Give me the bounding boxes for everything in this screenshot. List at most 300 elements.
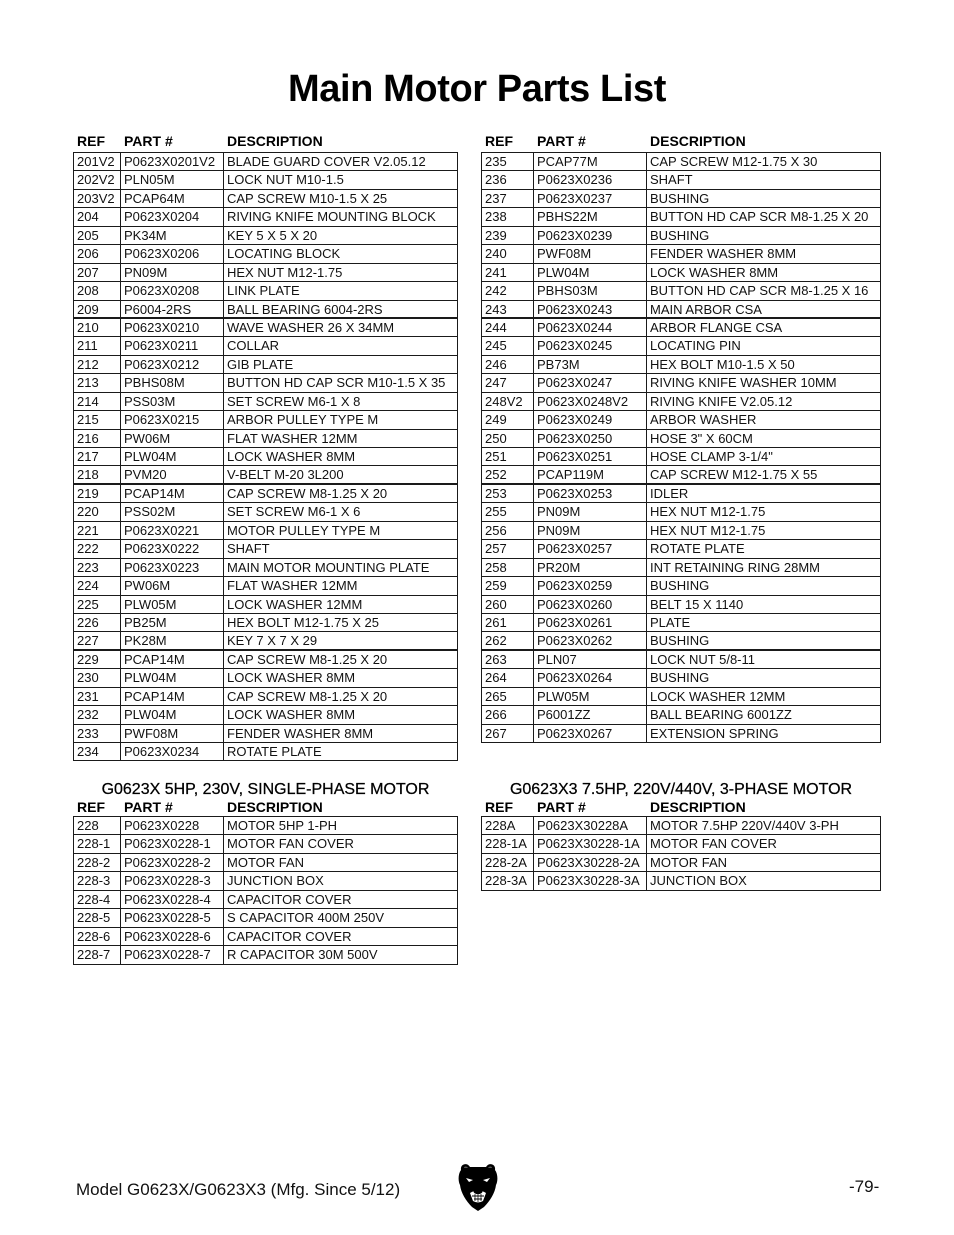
part-number-cell: PLW04M xyxy=(121,706,224,723)
description-cell: SHAFT xyxy=(650,172,693,188)
ref-cell: 220 xyxy=(74,503,121,520)
ref-cell: 232 xyxy=(74,706,121,723)
table-row xyxy=(74,688,457,706)
description-cell: SHAFT xyxy=(227,541,270,557)
ref-cell: 226 xyxy=(74,614,121,631)
table-row xyxy=(482,356,880,374)
description-cell: BELT 15 X 1140 xyxy=(650,596,744,612)
description-cell: LOCATING BLOCK xyxy=(227,246,341,262)
part-number-cell: P0623X0211 xyxy=(121,337,224,354)
section-heading-three-phase: G0623X3 7.5HP, 220V/440V, 3-PHASE MOTOR xyxy=(509,781,853,798)
part-number-cell: P0623X0247 xyxy=(534,374,647,391)
ref-cell: 228-2A xyxy=(482,854,534,871)
description-cell: HEX BOLT M12-1.75 X 25 xyxy=(227,614,379,630)
ref-cell: 201V2 xyxy=(74,153,121,170)
part-number-cell: PW06M xyxy=(121,430,224,447)
table-row xyxy=(482,208,880,226)
table-row xyxy=(74,946,457,964)
part-number-cell: P0623X0221 xyxy=(121,522,224,539)
description-cell: CAP SCREW M10-1.5 X 25 xyxy=(227,190,388,206)
part-number-cell: P0623X0222 xyxy=(121,540,224,557)
description-cell: CAP SCREW M8-1.25 X 20 xyxy=(227,485,388,501)
description-cell: LOCK WASHER 8MM xyxy=(227,707,356,723)
table-row xyxy=(74,835,457,853)
part-column-header: PART # xyxy=(124,133,173,149)
ref-cell: 221 xyxy=(74,522,121,539)
part-number-cell: P0623X0245 xyxy=(534,337,647,354)
part-number-cell: PCAP14M xyxy=(121,688,224,705)
ref-cell: 267 xyxy=(482,725,534,742)
table-row xyxy=(74,301,457,319)
table-row xyxy=(74,632,457,650)
table-row xyxy=(482,227,880,245)
part-number-cell: PLW04M xyxy=(121,669,224,686)
table-row xyxy=(482,282,880,300)
description-column-header: DESCRIPTION xyxy=(650,133,746,149)
part-number-cell: P0623X0249 xyxy=(534,411,647,428)
description-cell: BUSHING xyxy=(650,578,710,594)
table-row xyxy=(74,596,457,614)
description-cell: R CAPACITOR 30M 500V xyxy=(227,947,378,963)
table-row xyxy=(74,227,457,245)
ref-cell: 238 xyxy=(482,208,534,225)
part-number-cell: P0623X0264 xyxy=(534,669,647,686)
ref-cell: 223 xyxy=(74,559,121,576)
description-cell: COLLAR xyxy=(227,338,280,354)
column-header-row xyxy=(74,798,457,816)
table-row xyxy=(482,522,880,540)
column-header-row xyxy=(482,132,880,150)
description-cell: FLAT WASHER 12MM xyxy=(227,578,358,594)
part-number-cell: PK34M xyxy=(121,227,224,244)
part-number-cell: P0623X0228-1 xyxy=(121,835,224,852)
ref-cell: 228-1 xyxy=(74,835,121,852)
part-number-cell: PW06M xyxy=(121,577,224,594)
description-cell: HEX NUT M12-1.75 xyxy=(227,264,343,280)
table-row xyxy=(482,817,880,835)
table-row xyxy=(74,245,457,263)
ref-cell: 204 xyxy=(74,208,121,225)
table-row xyxy=(482,411,880,429)
part-number-cell: PLW04M xyxy=(534,264,647,281)
part-number-cell: P0623X0267 xyxy=(534,725,647,742)
part-number-cell: PLN05M xyxy=(121,171,224,188)
ref-cell: 253 xyxy=(482,485,534,502)
table-row xyxy=(74,522,457,540)
description-cell: MOTOR 7.5HP 220V/440V 3-PH xyxy=(650,818,839,833)
ref-cell: 224 xyxy=(74,577,121,594)
ref-cell: 215 xyxy=(74,411,121,428)
description-cell: LOCATING PIN xyxy=(650,338,741,354)
part-number-cell: PWF08M xyxy=(121,725,224,742)
ref-cell: 207 xyxy=(74,264,121,281)
ref-cell: 229 xyxy=(74,651,121,668)
table-row xyxy=(74,651,457,669)
table-row xyxy=(74,153,457,171)
ref-cell: 242 xyxy=(482,282,534,299)
description-cell: CAP SCREW M12-1.75 X 30 xyxy=(650,154,818,169)
description-cell: HEX NUT M12-1.75 xyxy=(650,504,766,520)
table-row xyxy=(74,466,457,484)
table-row xyxy=(74,614,457,632)
ref-cell: 228-6 xyxy=(74,928,121,945)
ref-column-header: REF xyxy=(77,799,105,815)
ref-cell: 255 xyxy=(482,503,534,520)
table-row xyxy=(74,817,457,835)
description-cell: LOCK WASHER 8MM xyxy=(227,449,356,464)
table-row xyxy=(482,596,880,614)
description-cell: KEY 7 X 7 X 29 xyxy=(227,633,318,649)
table-row xyxy=(482,614,880,632)
table-row xyxy=(482,725,880,743)
description-cell: S CAPACITOR 400M 250V xyxy=(227,910,385,926)
part-column-header: PART # xyxy=(537,799,586,815)
part-number-cell: P0623X0212 xyxy=(121,356,224,373)
ref-cell: 219 xyxy=(74,485,121,502)
part-number-cell: P0623X0244 xyxy=(534,319,647,336)
part-number-cell: P0623X0261 xyxy=(534,614,647,631)
part-number-cell: PB73M xyxy=(534,356,647,373)
ref-cell: 218 xyxy=(74,466,121,482)
ref-cell: 237 xyxy=(482,190,534,207)
ref-cell: 233 xyxy=(74,725,121,742)
part-number-cell: PLN07 xyxy=(534,651,647,668)
description-cell: RIVING KNIFE V2.05.12 xyxy=(650,393,793,409)
table-row xyxy=(74,540,457,558)
table-row xyxy=(74,190,457,208)
description-cell: ROTATE PLATE xyxy=(227,744,322,759)
description-cell: BALL BEARING 6004-2RS xyxy=(227,301,383,317)
part-number-cell: P0623X30228A xyxy=(534,817,647,834)
part-number-cell: PLW04M xyxy=(121,448,224,465)
table-row xyxy=(74,743,457,761)
description-cell: ARBOR WASHER xyxy=(650,412,757,428)
part-number-cell: PSS02M xyxy=(121,503,224,520)
description-cell: CAPACITOR COVER xyxy=(227,928,352,944)
table-row xyxy=(74,374,457,392)
description-cell: MOTOR FAN xyxy=(227,854,305,870)
description-cell: FLAT WASHER 12MM xyxy=(227,430,358,446)
ref-cell: 250 xyxy=(482,430,534,447)
ref-cell: 246 xyxy=(482,356,534,373)
description-cell: LOCK NUT M10-1.5 xyxy=(227,172,344,188)
ref-column-header: REF xyxy=(485,133,513,149)
description-cell: EXTENSION SPRING xyxy=(650,725,779,741)
part-number-cell: PN09M xyxy=(121,264,224,281)
table-row xyxy=(74,577,457,595)
ref-cell: 256 xyxy=(482,522,534,539)
part-number-cell: P0623X30228-3A xyxy=(534,872,647,889)
description-cell: MAIN ARBOR CSA xyxy=(650,301,762,317)
description-cell: HEX BOLT M10-1.5 X 50 xyxy=(650,356,795,372)
description-cell: WAVE WASHER 26 X 34MM xyxy=(227,319,395,335)
part-number-cell: P0623X0257 xyxy=(534,540,647,557)
ref-cell: 210 xyxy=(74,319,121,336)
table-row xyxy=(482,171,880,189)
table-row xyxy=(74,264,457,282)
ref-cell: 222 xyxy=(74,540,121,557)
part-number-cell: P0623X0210 xyxy=(121,319,224,336)
description-cell: BUSHING xyxy=(650,633,710,649)
part-number-cell: PCAP119M xyxy=(534,466,647,482)
footer-model-text: Model G0623X/G0623X3 (Mfg. Since 5/12) xyxy=(76,1180,401,1199)
ref-cell: 258 xyxy=(482,559,534,576)
table-row xyxy=(482,651,880,669)
table-row xyxy=(74,171,457,189)
ref-cell: 247 xyxy=(482,374,534,391)
ref-cell: 259 xyxy=(482,577,534,594)
description-column-header: DESCRIPTION xyxy=(227,133,323,149)
table-row xyxy=(482,264,880,282)
part-number-cell: PBHS22M xyxy=(534,208,647,225)
ref-cell: 249 xyxy=(482,411,534,428)
table-row xyxy=(74,503,457,521)
part-number-cell: P0623X0228-5 xyxy=(121,909,224,926)
table-row xyxy=(482,688,880,706)
part-number-cell: P0623X0259 xyxy=(534,577,647,594)
part-number-cell: PVM20 xyxy=(121,466,224,482)
part-number-cell: PLW05M xyxy=(121,596,224,613)
part-number-cell: P0623X0204 xyxy=(121,208,224,225)
grizzly-bear-logo-icon xyxy=(457,1163,499,1211)
table-row xyxy=(74,669,457,687)
ref-cell: 260 xyxy=(482,596,534,613)
description-cell: SET SCREW M6-1 X 8 xyxy=(227,393,361,409)
ref-cell: 228-5 xyxy=(74,909,121,926)
table-row xyxy=(74,485,457,503)
ref-cell: 266 xyxy=(482,706,534,723)
part-number-cell: PCAP14M xyxy=(121,651,224,668)
part-number-cell: P0623X30228-1A xyxy=(534,835,647,852)
part-number-cell: P0623X0262 xyxy=(534,632,647,648)
description-cell: BLADE GUARD COVER V2.05.12 xyxy=(227,154,426,169)
table-row xyxy=(482,319,880,337)
ref-cell: 231 xyxy=(74,688,121,705)
description-cell: BUTTON HD CAP SCR M8-1.25 X 16 xyxy=(650,283,869,299)
ref-cell: 239 xyxy=(482,227,534,244)
description-cell: HEX NUT M12-1.75 xyxy=(650,522,766,538)
description-column-header: DESCRIPTION xyxy=(227,799,323,815)
ref-cell: 241 xyxy=(482,264,534,281)
description-cell: RIVING KNIFE WASHER 10MM xyxy=(650,375,837,391)
ref-cell: 264 xyxy=(482,669,534,686)
ref-cell: 265 xyxy=(482,688,534,705)
table-row xyxy=(482,854,880,872)
table-row xyxy=(482,669,880,687)
description-cell: MOTOR 5HP 1-PH xyxy=(227,818,338,833)
description-cell: KEY 5 X 5 X 20 xyxy=(227,227,318,243)
page-number: -79- xyxy=(849,1177,880,1196)
description-column-header: DESCRIPTION xyxy=(650,799,746,815)
table-row xyxy=(482,374,880,392)
description-cell: MOTOR FAN COVER xyxy=(650,836,777,852)
part-number-cell: PWF08M xyxy=(534,245,647,262)
part-number-cell: P0623X0228-3 xyxy=(121,872,224,889)
table-row xyxy=(482,448,880,466)
page-title: Main Motor Parts List xyxy=(288,68,666,110)
part-number-cell: P0623X0236 xyxy=(534,171,647,188)
ref-cell: 225 xyxy=(74,596,121,613)
description-cell: JUNCTION BOX xyxy=(650,873,747,889)
description-cell: FENDER WASHER 8MM xyxy=(227,725,374,741)
table-row xyxy=(74,706,457,724)
ref-column-header: REF xyxy=(77,133,105,149)
part-number-cell: PBHS08M xyxy=(121,374,224,391)
table-row xyxy=(482,503,880,521)
ref-cell: 227 xyxy=(74,632,121,648)
part-number-cell: P0623X0206 xyxy=(121,245,224,262)
ref-cell: 243 xyxy=(482,301,534,317)
description-cell: BUSHING xyxy=(650,670,710,686)
table-row xyxy=(482,872,880,890)
description-cell: LOCK WASHER 12MM xyxy=(650,688,786,704)
part-number-cell: P0623X0228-6 xyxy=(121,928,224,945)
part-number-cell: P6004-2RS xyxy=(121,301,224,317)
part-column-header: PART # xyxy=(537,133,586,149)
description-cell: MOTOR FAN xyxy=(650,854,728,870)
ref-cell: 216 xyxy=(74,430,121,447)
main-parts-table-right xyxy=(481,152,881,743)
part-number-cell: P6001ZZ xyxy=(534,706,647,723)
ref-cell: 213 xyxy=(74,374,121,391)
table-row xyxy=(74,872,457,890)
ref-cell: 228-1A xyxy=(482,835,534,852)
table-row xyxy=(74,356,457,374)
ref-cell: 252 xyxy=(482,466,534,482)
ref-cell: 262 xyxy=(482,632,534,648)
ref-cell: 251 xyxy=(482,448,534,465)
description-cell: BUSHING xyxy=(650,190,710,206)
ref-cell: 206 xyxy=(74,245,121,262)
part-number-cell: P0623X0253 xyxy=(534,485,647,502)
table-row xyxy=(74,208,457,226)
part-number-cell: P0623X0228-7 xyxy=(121,946,224,963)
description-cell: BUSHING xyxy=(650,227,710,243)
ref-cell: 203V2 xyxy=(74,190,121,207)
main-parts-table-left xyxy=(73,152,458,761)
part-number-cell: P0623X0228-2 xyxy=(121,854,224,871)
table-row xyxy=(74,448,457,466)
table-row xyxy=(482,835,880,853)
description-cell: CAP SCREW M8-1.25 X 20 xyxy=(227,651,388,667)
ref-cell: 235 xyxy=(482,153,534,170)
ref-cell: 263 xyxy=(482,651,534,668)
table-row xyxy=(74,559,457,577)
ref-cell: 248V2 xyxy=(482,393,534,410)
description-cell: MAIN MOTOR MOUNTING PLATE xyxy=(227,559,430,575)
part-number-cell: PLW05M xyxy=(534,688,647,705)
ref-cell: 228A xyxy=(482,817,534,834)
description-cell: BUTTON HD CAP SCR M8-1.25 X 20 xyxy=(650,209,869,225)
table-row xyxy=(74,725,457,743)
three-phase-motor-parts-table xyxy=(481,816,881,891)
table-row xyxy=(482,559,880,577)
description-cell: ROTATE PLATE xyxy=(650,541,745,557)
description-cell: SET SCREW M6-1 X 6 xyxy=(227,504,361,520)
description-cell: LOCK WASHER 8MM xyxy=(650,264,779,280)
description-cell: ARBOR PULLEY TYPE M xyxy=(227,412,379,428)
part-number-cell: PCAP14M xyxy=(121,485,224,502)
part-number-cell: P0623X0228-4 xyxy=(121,891,224,908)
description-cell: INT RETAINING RING 28MM xyxy=(650,559,820,575)
table-row xyxy=(74,411,457,429)
description-cell: FENDER WASHER 8MM xyxy=(650,246,797,262)
part-number-cell: P0623X0237 xyxy=(534,190,647,207)
ref-cell: 217 xyxy=(74,448,121,465)
part-number-cell: PK28M xyxy=(121,632,224,648)
part-number-cell: PCAP64M xyxy=(121,190,224,207)
table-row xyxy=(482,632,880,650)
table-row xyxy=(482,466,880,484)
ref-cell: 234 xyxy=(74,743,121,760)
description-cell: LOCK WASHER 8MM xyxy=(227,670,356,686)
table-row xyxy=(482,706,880,724)
description-cell: LOCK NUT 5/8-11 xyxy=(650,651,756,667)
ref-cell: 244 xyxy=(482,319,534,336)
part-number-cell: P0623X0260 xyxy=(534,596,647,613)
ref-cell: 205 xyxy=(74,227,121,244)
part-column-header: PART # xyxy=(124,799,173,815)
part-number-cell: P0623X0234 xyxy=(121,743,224,760)
description-cell: CAP SCREW M8-1.25 X 20 xyxy=(227,688,388,704)
description-cell: LOCK WASHER 12MM xyxy=(227,596,363,612)
description-cell: ARBOR FLANGE CSA xyxy=(650,319,783,335)
part-number-cell: P0623X0248V2 xyxy=(534,393,647,410)
part-number-cell: P0623X0215 xyxy=(121,411,224,428)
description-cell: IDLER xyxy=(650,485,689,501)
table-row xyxy=(482,540,880,558)
ref-cell: 236 xyxy=(482,171,534,188)
ref-cell: 209 xyxy=(74,301,121,317)
part-number-cell: PR20M xyxy=(534,559,647,576)
ref-cell: 245 xyxy=(482,337,534,354)
table-row xyxy=(482,301,880,319)
ref-cell: 214 xyxy=(74,393,121,410)
table-row xyxy=(74,854,457,872)
description-cell: CAP SCREW M12-1.75 X 55 xyxy=(650,467,818,483)
part-number-cell: P0623X0208 xyxy=(121,282,224,299)
part-number-cell: P0623X0243 xyxy=(534,301,647,317)
ref-cell: 211 xyxy=(74,337,121,354)
description-cell: GIB PLATE xyxy=(227,356,294,372)
description-cell: MOTOR PULLEY TYPE M xyxy=(227,522,381,538)
table-row xyxy=(74,430,457,448)
description-cell: BALL BEARING 6001ZZ xyxy=(650,707,792,723)
table-row xyxy=(74,337,457,355)
table-row xyxy=(74,282,457,300)
part-number-cell: P0623X0239 xyxy=(534,227,647,244)
description-cell: V-BELT M-20 3L200 xyxy=(227,467,344,483)
part-number-cell: PN09M xyxy=(534,522,647,539)
description-cell: HOSE CLAMP 3-1/4" xyxy=(650,449,773,464)
description-cell: HOSE 3" X 60CM xyxy=(650,430,753,446)
description-cell: LINK PLATE xyxy=(227,283,300,299)
part-number-cell: PSS03M xyxy=(121,393,224,410)
table-row xyxy=(74,928,457,946)
ref-column-header: REF xyxy=(485,799,513,815)
table-row xyxy=(482,485,880,503)
description-cell: JUNCTION BOX xyxy=(227,873,324,889)
part-number-cell: P0623X30228-2A xyxy=(534,854,647,871)
table-row xyxy=(74,319,457,337)
ref-cell: 228-3A xyxy=(482,872,534,889)
part-number-cell: P0623X0250 xyxy=(534,430,647,447)
column-header-row xyxy=(482,798,880,816)
part-number-cell: PBHS03M xyxy=(534,282,647,299)
table-row xyxy=(482,245,880,263)
ref-cell: 228-4 xyxy=(74,891,121,908)
table-row xyxy=(482,393,880,411)
